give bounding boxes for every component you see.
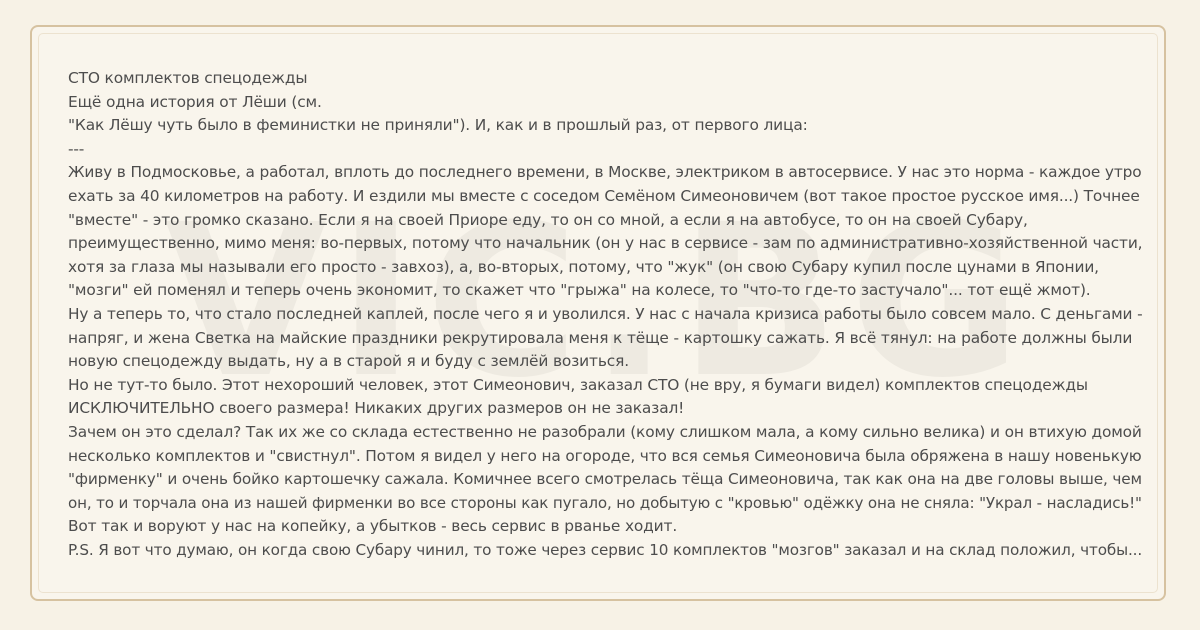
story-line: несколько комплектов и "свистнул". Потом я видел у него на огороде, что вся семья Симеоновича была обряжена в нашу новенькую (68, 446, 1142, 465)
story-line: "вместе" - это громко сказано. Если я на своей Приоре еду, то он со мной, а если я на автобусе, то он на своей Субару, (68, 210, 1028, 229)
story-line: "Как Лёшу чуть было в феминистки не приняли"). И, как и в прошлый раз, от первого лица: (68, 116, 808, 135)
story-line: ехать за 40 километров на работу. И ездили мы вместе с соседом Семёном Симеоновичем (вот такое простое русское имя...) Точнее (68, 186, 1140, 205)
story-line: Ну а теперь то, что стало последней каплей, после чего я и уволился. У нас с начала кризиса работы было совсем мало. С деньгами - (68, 304, 1143, 323)
story-line: ИСКЛЮЧИТЕЛЬНО своего размера! Никаких других размеров он не заказал! (68, 399, 685, 418)
story-card (30, 25, 1166, 601)
story-text (68, 67, 1142, 562)
story-postscript: P.S. Я вот что думаю, он когда свою Субару чинил, то тоже через сервис 10 комплектов "мозгов" заказал и на склад положил, чтобы... (68, 540, 1143, 559)
story-line: он, то и торчала она из нашей фирменки во все стороны как пугало, но добытую с "кровью" одёжку она не сняла: "Украл - насладись!" (68, 493, 1142, 512)
story-line: новую спецодежду выдать, ну а в старой я и буду с землёй возиться. (68, 352, 629, 371)
story-line: "мозги" ей поменял и теперь очень экономит, то скажет что "грыжа" на колесе, то "что-то где-то застучало"... тот ещё жмот). (68, 281, 1091, 300)
story-line: Вот так и воруют у нас на копейку, а убытков - весь сервис в рванье ходит. (68, 517, 678, 536)
story-line: преимущественно, мимо меня: во-первых, потому что начальник (он у нас в сервисе - зам по административно-хозяйственной части, (68, 234, 1143, 253)
story-line: напряг, и жена Светка на майские праздники рекрутировала меня к тёще - картошку сажать. Я всё тянул: на работе должны были (68, 328, 1133, 347)
story-line: Но не тут-то было. Этот нехороший человек, этот Симеонович, заказал СТО (не вру, я бумаги видел) комплектов спецодежды (68, 375, 1088, 394)
story-title: СТО комплектов спецодежды (68, 69, 308, 87)
story-line: "фирменку" и очень бойко картошечку сажала. Комичнее всего смотрелась тёща Симеоновича, так как она на две головы выше, чем (68, 470, 1142, 489)
story-line: хотя за глаза мы называли его просто - завхоз), а, во-вторых, потому, что "жук" (он свою Субару купил после цунами в Японии, (68, 257, 1099, 276)
story-line: Ещё одна история от Лёши (см. (68, 92, 322, 111)
story-separator: --- (68, 139, 85, 158)
story-line: Зачем он это сделал? Так их же со склада естественно не разобрали (кому слишком мала, а кому сильно велика) и он втихую домой (68, 422, 1142, 441)
story-line: Живу в Подмосковье, а работал, вплоть до последнего времени, в Москве, электриком в автосервисе. У нас это норма - каждое утро (68, 163, 1142, 182)
